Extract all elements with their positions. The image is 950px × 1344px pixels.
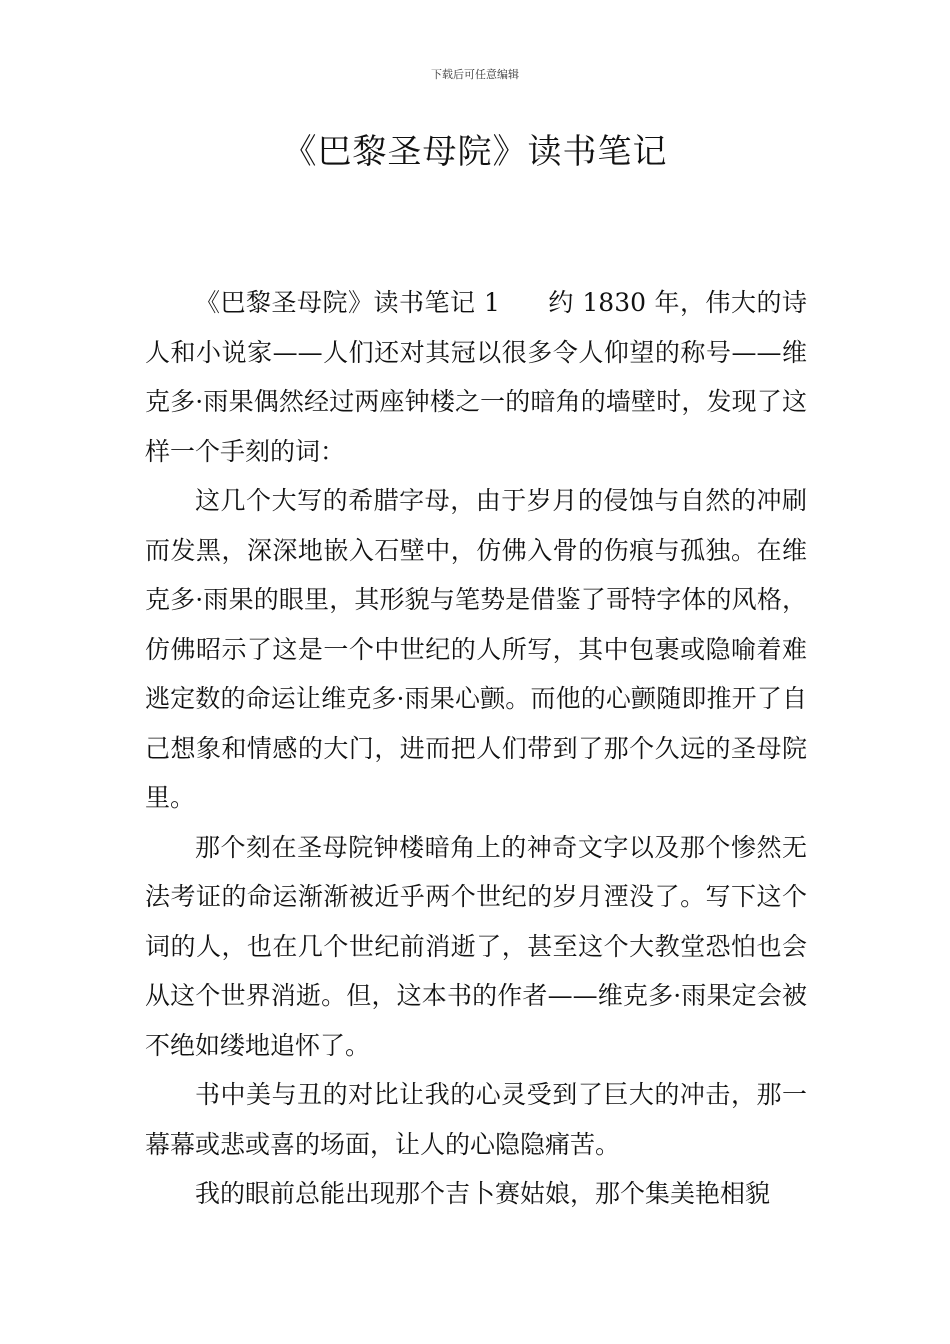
document-title: 《巴黎圣母院》读书笔记 xyxy=(282,132,668,172)
paragraph-3: 那个刻在圣母院钟楼暗角上的神奇文字以及那个惨然无法考证的命运渐渐被近乎两个世纪的岁月湮没了。写下这个词的人，也在几个世纪前消逝了，甚至这个大教堂恐怕也会从这个世界消逝。但，这本书的作者——维克多·雨果定会被不绝如缕地追怀了。 xyxy=(145,832,807,1060)
paragraph-1-text: 约 1830 年，伟大的诗人和小说家——人们还对其冠以很多令人仰望的称号——维克多·雨果偶然经过两座钟楼之一的暗角的墙壁时，发现了这样一个手刻的词： xyxy=(145,288,807,466)
paragraph-4: 书中美与丑的对比让我的心灵受到了巨大的冲击，那一幕幕或悲或喜的场面，让人的心隐隐痛苦。 xyxy=(145,1080,807,1159)
header-note: 下载后可任意编辑 xyxy=(431,68,519,81)
paragraph-1 xyxy=(145,278,807,476)
paragraph-2: 这几个大写的希腊字母，由于岁月的侵蚀与自然的冲刷而发黑，深深地嵌入石壁中，仿佛入骨的伤痕与孤独。在维克多·雨果的眼里，其形貌与笔势是借鉴了哥特字体的风格，仿佛昭示了这是一个中世纪的人所写，其中包裹或隐喻着难逃定数的命运让维克多·雨果心颤。而他的心颤随即推开了自己想象和情感的大门，进而把人们带到了那个久远的圣母院里。 xyxy=(145,486,807,812)
section-heading: 《巴黎圣母院》读书笔记 1 xyxy=(195,288,500,317)
paragraph-5: 我的眼前总能出现那个吉卜赛姑娘，那个集美艳相貌 xyxy=(195,1179,771,1208)
document-body xyxy=(145,278,807,1219)
